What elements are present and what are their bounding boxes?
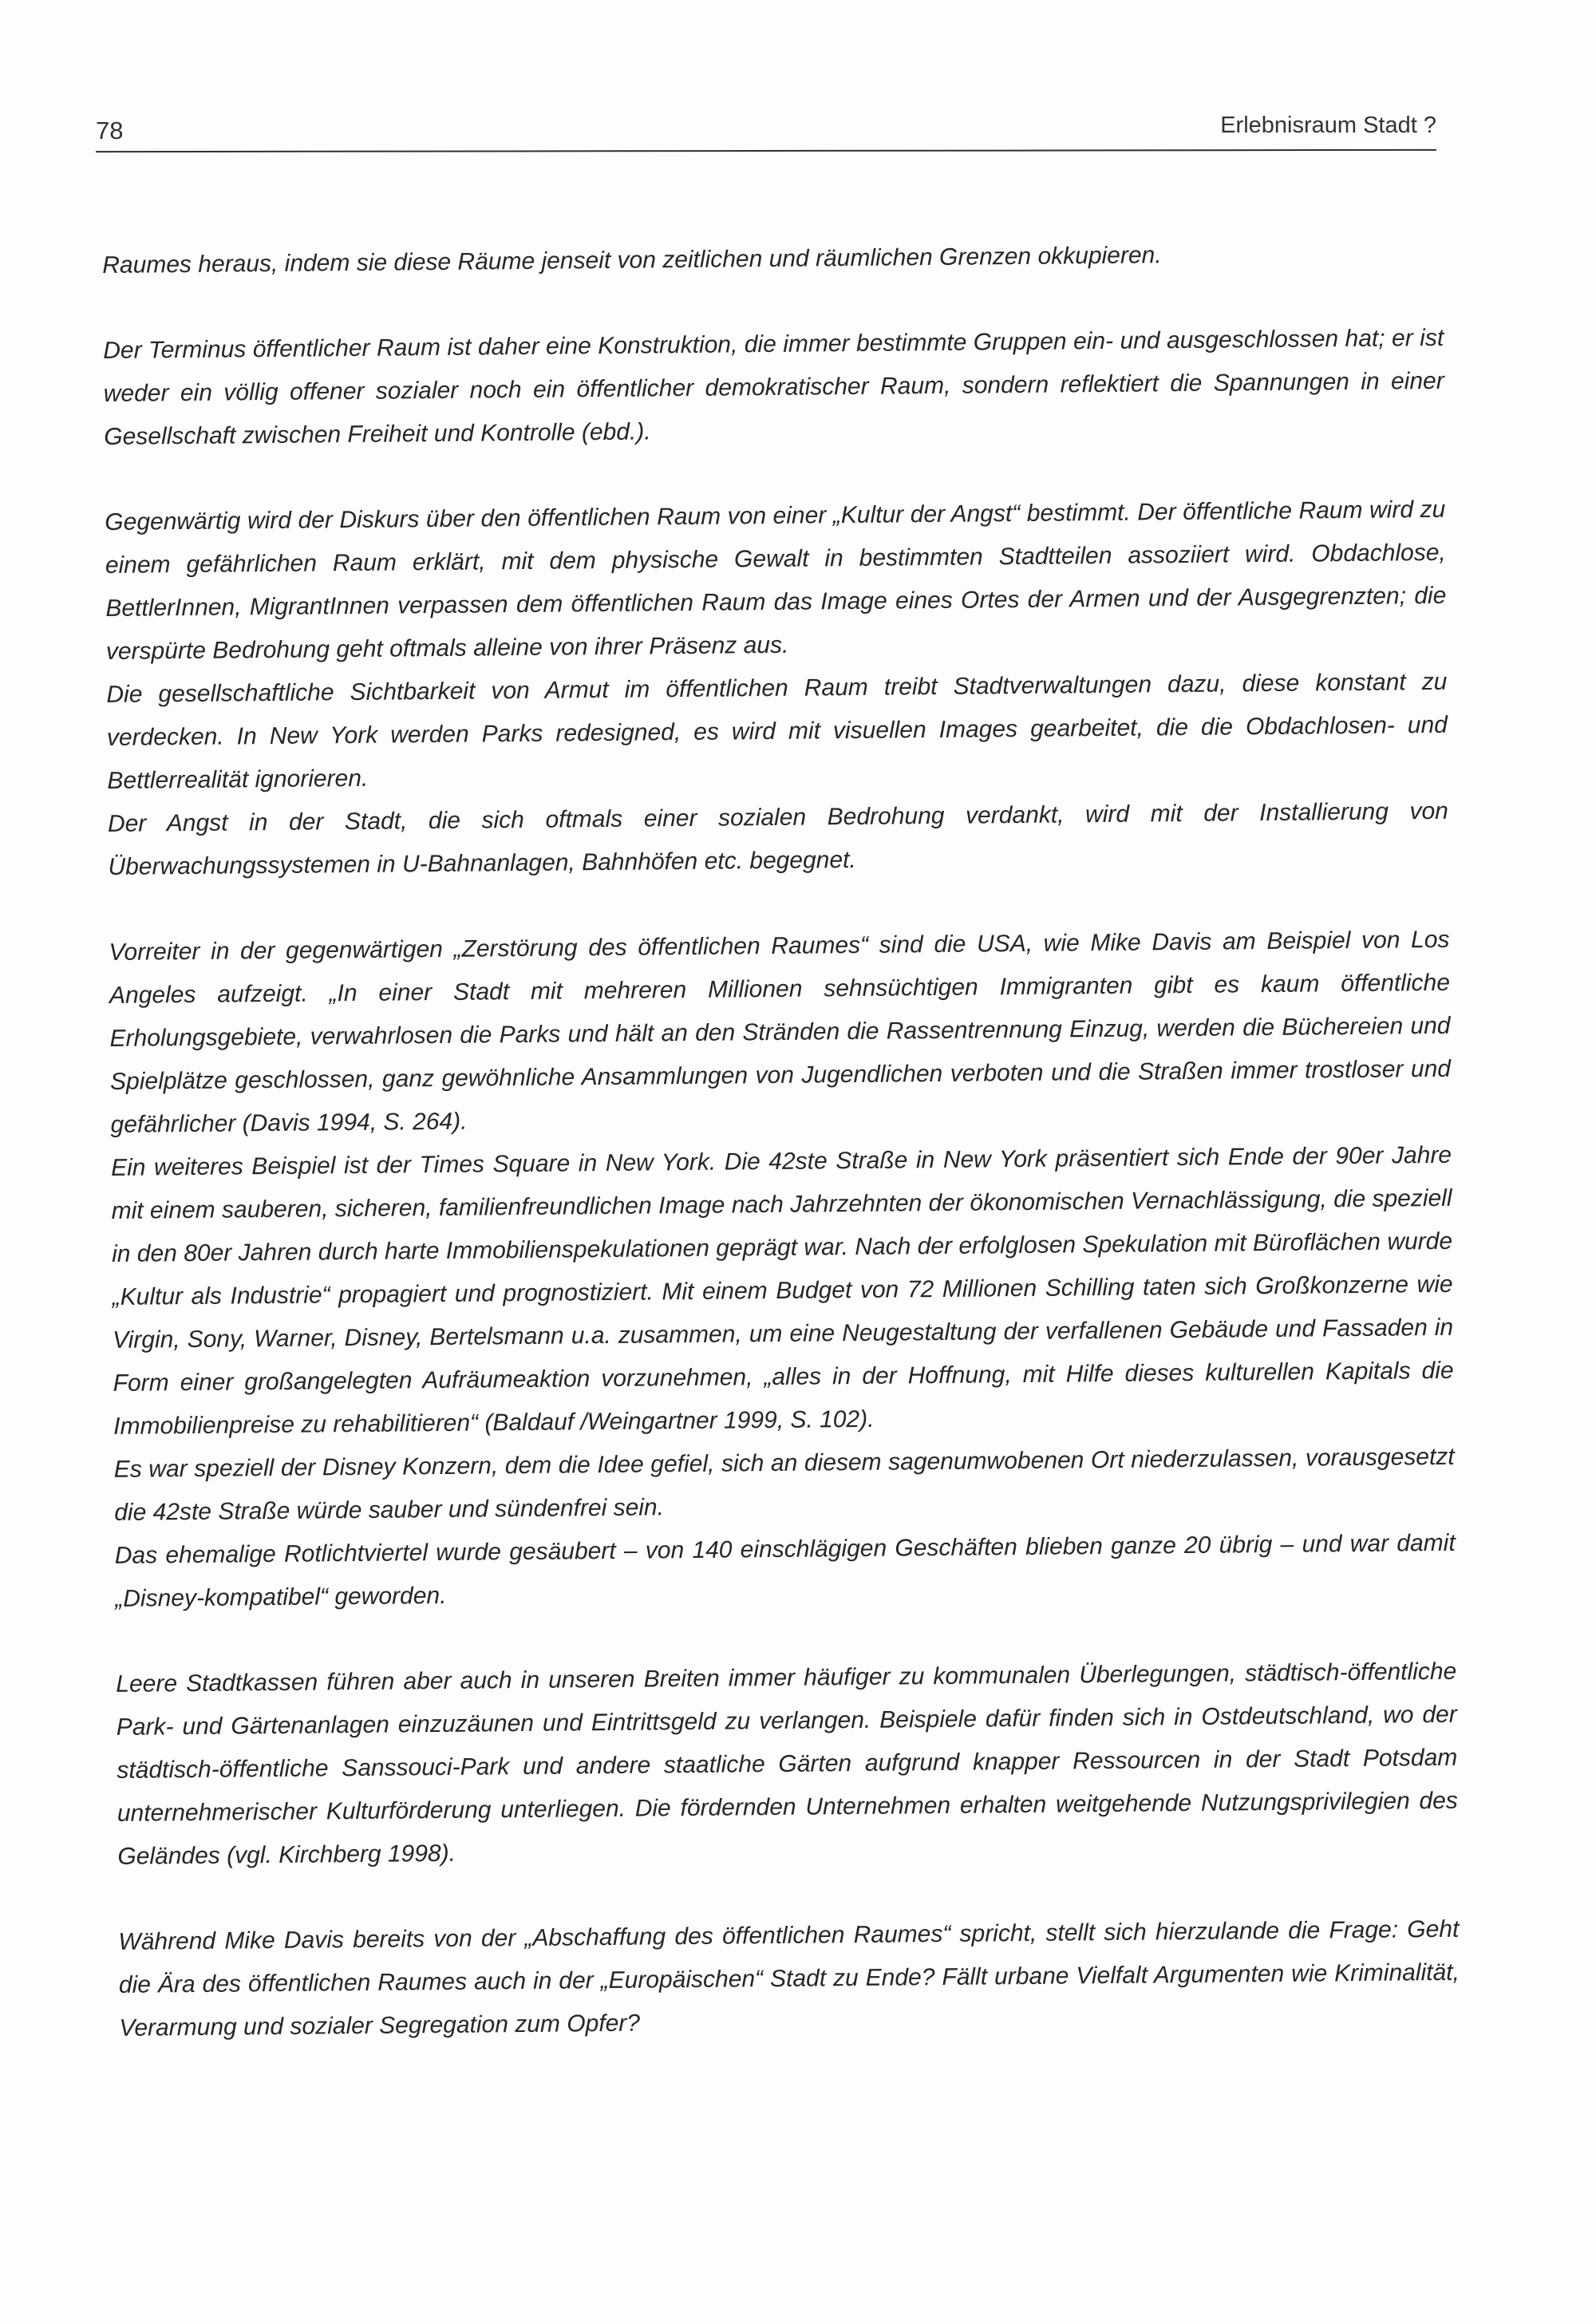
header-rule — [96, 149, 1436, 152]
paragraph-times-square: Ein weiteres Beispiel ist der Times Square in New York. Die 42ste Straße in New York präsentiert sich Ende der 90er Jahre mit einem sauberen, sicheren, familienfreundlichen Image nach Jahrzehnten der ökonomischen Vernachlässigung, die speziell in den 80er Jahren durch harte Immobilienspekulationen geprägt war. Nach der erfolglosen Spekulation mit Büroflächen wurde „Kultur als Industrie“ propagiert und prognostiziert. Mit einem Budget von 72 Millionen Schilling taten sich Großkonzerne wie Virgin, Sony, Warner, Disney, Bertelsmann u.a. zusammen, um eine Neugestaltung der verfallenen Gebäude und Fassaden in Form einer großangelegten Aufräumeaktion vorzunehmen, „alles in der Hoffnung, mit Hilfe dieses kulturellen Kapitals die Immobilienpreise zu rehabilitieren“ (Baldauf /Weingartner 1999, S. 102). — [110, 1141, 1454, 1440]
page-header — [96, 112, 1436, 152]
paragraph-sichtbarkeit-armut: Die gesellschaftliche Sichtbarkeit von Armut im öffentlichen Raum treibt Stadtverwaltungen dazu, diese konstant zu verdecken. In New York werden Parks redesigned, es wird mit visuellen Images gearbeitet, die die Obdachlosen- und Bettlerrealität ignorieren. — [106, 668, 1448, 794]
body-text — [102, 231, 1460, 2050]
paragraph-raumes-heraus: Raumes heraus, indem sie diese Räume jenseit von zeitlichen und räumlichen Grenzen okkupieren. — [102, 242, 1162, 279]
running-title: Erlebnisraum Stadt ? — [1220, 113, 1436, 138]
paragraph-ueberwachung: Der Angst in der Stadt, die sich oftmals einer sozialen Bedrohung verdankt, wird mit der Installierung von Überwachungssystemen in U-Bahnanlagen, Bahnhöfen etc. begegnet. — [107, 797, 1449, 880]
paragraph-abschaffung: Während Mike Davis bereits von der „Abschaffung des öffentlichen Raumes“ spricht, stellt sich hierzulande die Frage: Geht die Ära des öffentlichen Raumes auch in der „Europäischen“ Stadt zu Ende? Fällt urbane Vielfalt Argumenten wie Kriminalität, Verarmung und sozialer Segregation zum Opfer? — [118, 1915, 1460, 2041]
paragraph-kultur-der-angst: Gegenwärtig wird der Diskurs über den öffentlichen Raum von einer „Kultur der Angst“ bestimmt. Der öffentliche Raum wird zu einem gefährlichen Raum erklärt, mit dem physische Gewalt in bestimmten Stadtteilen assoziiert wird. Obdachlose, BettlerInnen, MigrantInnen verpassen dem öffentlichen Raum das Image eines Ortes der Armen und der Ausgegrenzten; die verspürte Bedrohung geht oftmals alleine von ihrer Präsenz aus. — [105, 496, 1447, 665]
paragraph-vorreiter-usa: Vorreiter in der gegenwärtigen „Zerstörung des öffentlichen Raumes“ sind die USA, wie Mike Davis am Beispiel von Los Angeles aufzeigt. „In einer Stadt mit mehreren Millionen sehnsüchtigen Immigranten gibt es kaum öffentliche Erholungsgebiete, verwahrlosen die Parks und hält an den Stränden die Rassentrennung Einzug, werden die Büchereien und Spielplätze geschlossen, ganz gewöhnliche Ansammlungen von Jugendlichen verboten und die Straßen immer trostloser und gefährlicher (Davis 1994, S. 264). — [109, 926, 1452, 1138]
paragraph-leere-stadtkassen: Leere Stadtkassen führen aber auch in unseren Breiten immer häufiger zu kommunalen Überlegungen, städtisch-öffentliche Park- und Gärtenanlagen einzuzäunen und Eintrittsgeld zu verlangen. Beispiele dafür finden sich in Ostdeutschland, wo der städtisch-öffentliche Sanssouci-Park und andere staatliche Gärten aufgrund knapper Ressourcen in der Stadt Potsdam unternehmerischer Kulturförderung unterliegen. Die fördernden Unternehmen erhalten weitgehende Nutzungsprivilegien des Geländes (vgl. Kirchberg 1998). — [116, 1658, 1458, 1870]
page-number: 78 — [96, 117, 124, 144]
paragraph-rotlichtviertel: Das ehemalige Rotlichtviertel wurde gesäubert – von 140 einschlägigen Geschäften blieben ganze 20 übrig – und war damit „Disney-kompatibel“ geworden. — [114, 1529, 1456, 1612]
paragraph-disney-konzern: Es war speziell der Disney Konzern, dem die Idee gefiel, sich an diesem sagenumwobenen Ort niederzulassen, vorausgesetzt die 42ste Straße würde sauber und sündenfrei sein. — [113, 1443, 1455, 1526]
paragraph-terminus: Der Terminus öffentlicher Raum ist daher eine Konstruktion, die immer bestimmte Gruppen ein- und ausgeschlossen hat; er ist weder ein völlig offener sozialer noch ein öffentlicher demokratischer Raum, sondern reflektiert die Spannungen in einer Gesellschaft zwischen Freiheit und Kontrolle (ebd.). — [103, 324, 1444, 450]
